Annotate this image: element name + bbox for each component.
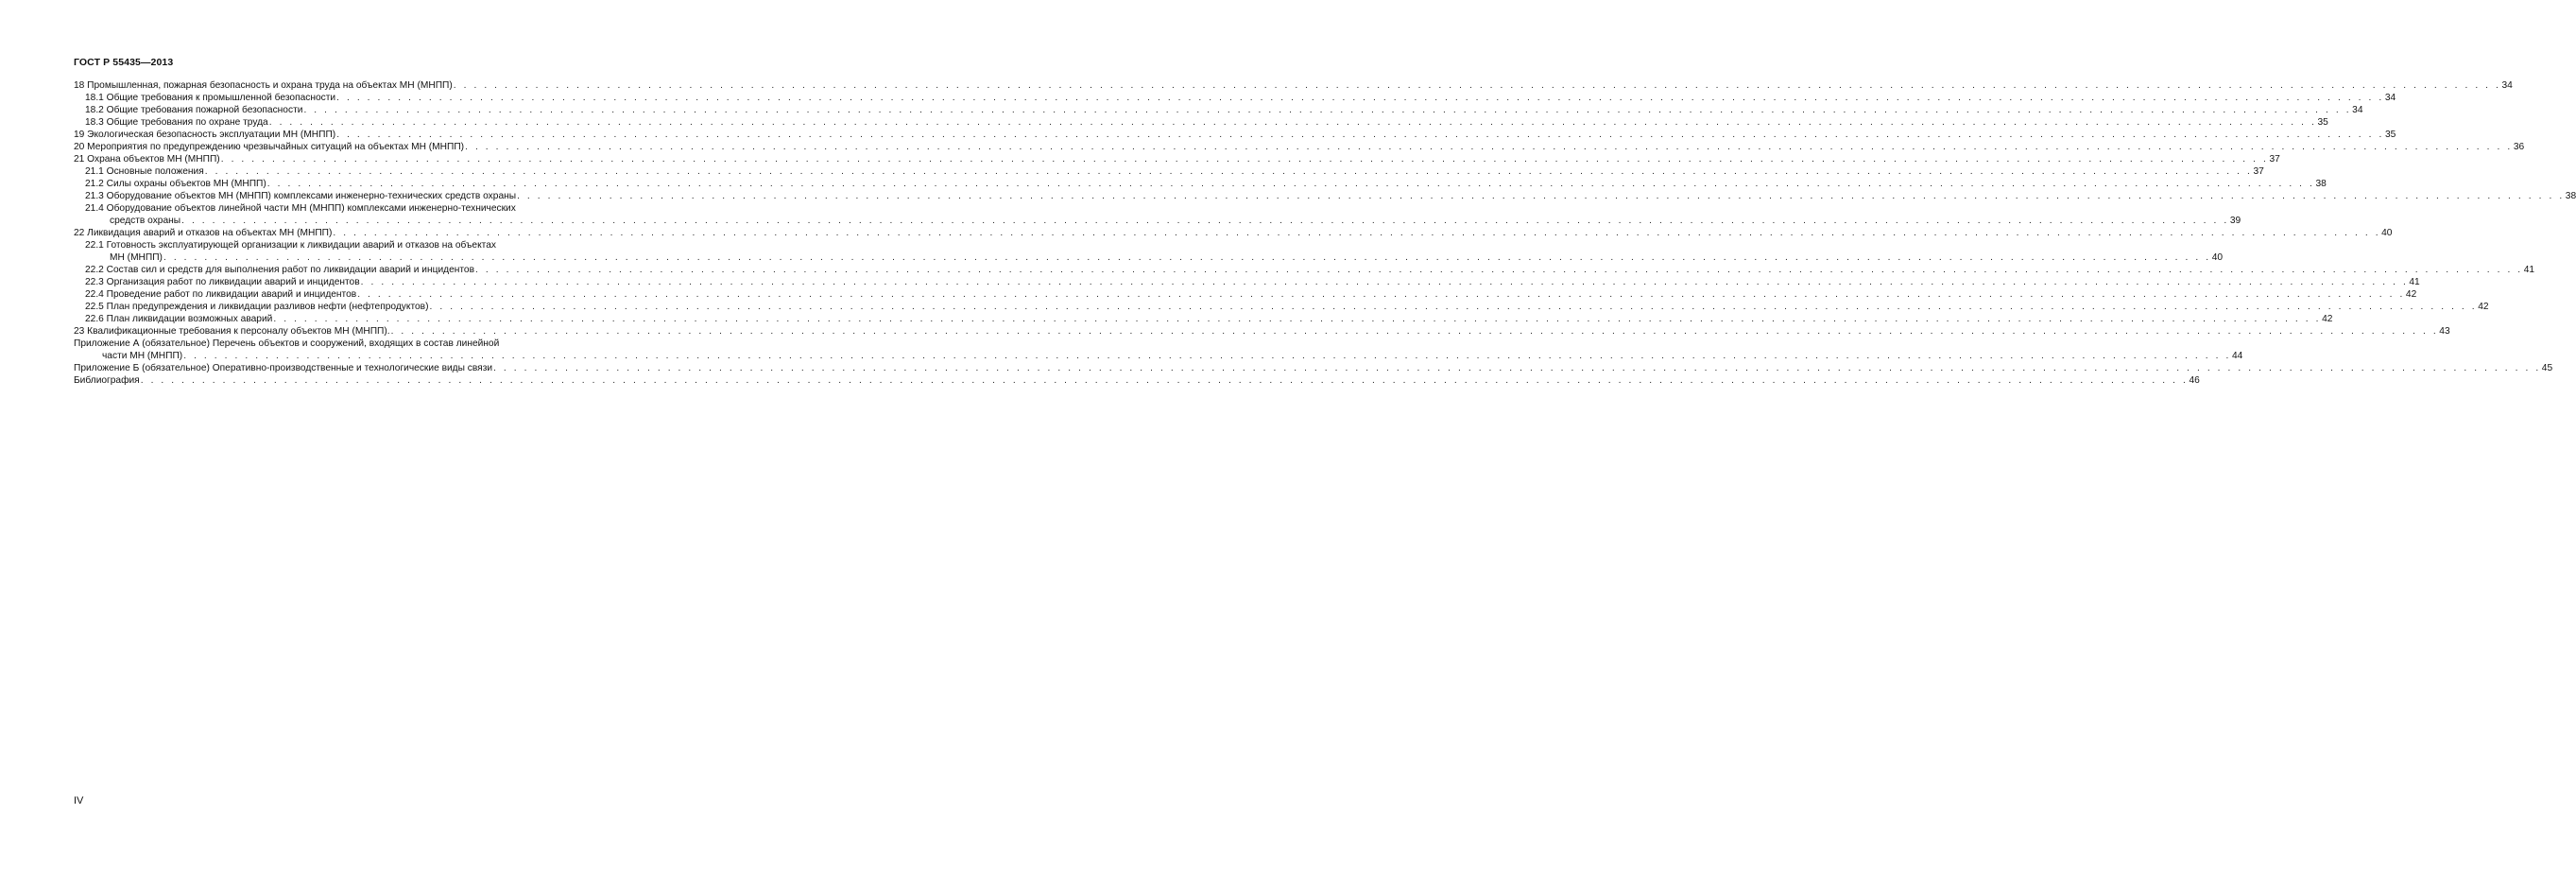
dot-leader: . . . . . . . . . . . . . . . . . . . . . . . . . . . . . . . . . . . . . . . . . . . . . . . . . . . . . . . . . . . . . . . . . . . . . . . . . . . . . . . . . . . . . . . . . . . . . . . . . . . . . . . . . . . . . . . . . . . . . . . . . . . . . . . . . . . . . . . . . . . . . . . . . . . . . . . . . . . . . . . . . . . . . . . . . . . . . . . . . . . . . . . . . . . . . . . . . . . . . . . . [390, 326, 2439, 337]
toc-entry[interactable] [74, 202, 2241, 227]
toc-entry[interactable] [74, 374, 2200, 387]
toc-entry[interactable] [74, 190, 2576, 202]
toc-page-number: 43 [2439, 326, 2450, 337]
toc-page-number: 34 [2352, 105, 2363, 115]
toc-entry[interactable] [74, 288, 2417, 301]
toc-entry-title: 19 Экологическая безопасность эксплуатации МН (МНПП) [74, 130, 336, 140]
dot-leader: . . . . . . . . . . . . . . . . . . . . . . . . . . . . . . . . . . . . . . . . . . . . . . . . . . . . . . . . . . . . . . . . . . . . . . . . . . . . . . . . . . . . . . . . . . . . . . . . . . . . . . . . . . . . . . . . . . . . . . . . . . . . . . . . . . . . . . . . . . . . . . . . . . . . . . . . . . . . . . . . . . . . . . . . . . . . . . . . . . . . . . . . . . . . . . . . . . . . . . . . [465, 142, 2513, 152]
dot-leader: . . . . . . . . . . . . . . . . . . . . . . . . . . . . . . . . . . . . . . . . . . . . . . . . . . . . . . . . . . . . . . . . . . . . . . . . . . . . . . . . . . . . . . . . . . . . . . . . . . . . . . . . . . . . . . . . . . . . . . . . . . . . . . . . . . . . . . . . . . . . . . . . . . . . . . . . . . . . . . . . . . . . . . . . . . . . . . . . . . . . . . . . . . . . . . . . . . . . . . . . [453, 80, 2501, 91]
toc-entry-title: 18 Промышленная, пожарная безопасность и охрана труда на объектах МН (МНПП) [74, 80, 453, 91]
toc-page-number: 35 [2384, 130, 2396, 140]
toc-page-number: 37 [2253, 166, 2264, 177]
toc-entry-title: 21.2 Силы охраны объектов МН (МНПП) [85, 179, 266, 189]
document-header: ГОСТ Р 55435—2013 [74, 57, 174, 68]
page-number: IV [74, 795, 84, 806]
toc-entry-title: 21.4 Оборудование объектов линейной части МН (МНПП) комплексами инженерно-технических [85, 203, 516, 214]
toc-page-number: 38 [2565, 191, 2576, 201]
toc-page-number: 46 [2189, 375, 2200, 386]
dot-leader: . . . . . . . . . . . . . . . . . . . . . . . . . . . . . . . . . . . . . . . . . . . . . . . . . . . . . . . . . . . . . . . . . . . . . . . . . . . . . . . . . . . . . . . . . . . . . . . . . . . . . . . . . . . . . . . . . . . . . . . . . . . . . . . . . . . . . . . . . . . . . . . . . . . . . . . . . . . . . . . . . . . . . . . . . . . . . . . . . . . . . . . . . . . . . . . . . . . . . . . . [333, 228, 2381, 238]
toc-entry[interactable] [74, 153, 2280, 165]
dot-leader: . . . . . . . . . . . . . . . . . . . . . . . . . . . . . . . . . . . . . . . . . . . . . . . . . . . . . . . . . . . . . . . . . . . . . . . . . . . . . . . . . . . . . . . . . . . . . . . . . . . . . . . . . . . . . . . . . . . . . . . . . . . . . . . . . . . . . . . . . . . . . . . . . . . . . . . . . . . . . . . . . . . . . . . . . . . . . . . . . . . . . . . . . . . . . . . . . . . . . . . . [220, 154, 2269, 165]
dot-leader: . . . . . . . . . . . . . . . . . . . . . . . . . . . . . . . . . . . . . . . . . . . . . . . . . . . . . . . . . . . . . . . . . . . . . . . . . . . . . . . . . . . . . . . . . . . . . . . . . . . . . . . . . . . . . . . . . . . . . . . . . . . . . . . . . . . . . . . . . . . . . . . . . . . . . . . . . . . . . . . . . . . . . . . . . . . . . . . . . . . . . . . . . . . . . . . . . . . . . . . . [517, 191, 2565, 201]
toc-entry-title: 23 Квалификационные требования к персоналу объектов МН (МНПП). [74, 326, 390, 337]
toc-entry[interactable] [74, 338, 2243, 362]
toc-entry-title: 18.2 Общие требования пожарной безопасности [85, 105, 303, 115]
toc-entry[interactable] [74, 276, 2420, 288]
toc-entry-title: 22.1 Готовность эксплуатирующей организации к ликвидации аварий и отказов на объектах [85, 240, 496, 251]
toc-entry[interactable] [74, 313, 2333, 325]
toc-page-number: 40 [2211, 252, 2224, 263]
toc-entry-title: 18.3 Общие требования по охране труда [85, 117, 268, 128]
dot-leader: . . . . . . . . . . . . . . . . . . . . . . . . . . . . . . . . . . . . . . . . . . . . . . . . . . . . . . . . . . . . . . . . . . . . . . . . . . . . . . . . . . . . . . . . . . . . . . . . . . . . . . . . . . . . . . . . . . . . . . . . . . . . . . . . . . . . . . . . . . . . . . . . . . . . . . . . . . . . . . . . . . . . . . . . . . . . . . . . . . . . . . . . . . . . . . . . . . . . . . . . [266, 179, 2315, 189]
toc-entry[interactable] [74, 264, 2535, 276]
toc-page-number: 38 [2315, 179, 2327, 189]
dot-leader: . . . . . . . . . . . . . . . . . . . . . . . . . . . . . . . . . . . . . . . . . . . . . . . . . . . . . . . . . . . . . . . . . . . . . . . . . . . . . . . . . . . . . . . . . . . . . . . . . . . . . . . . . . . . . . . . . . . . . . . . . . . . . . . . . . . . . . . . . . . . . . . . . . . . . . . . . . . . . . . . . . . . . . . . . . . . . . . . . . . . . . . . . . . . . . . . . . . . . . . . [163, 252, 2211, 263]
toc-page-number: 39 [2229, 216, 2241, 226]
dot-leader: . . . . . . . . . . . . . . . . . . . . . . . . . . . . . . . . . . . . . . . . . . . . . . . . . . . . . . . . . . . . . . . . . . . . . . . . . . . . . . . . . . . . . . . . . . . . . . . . . . . . . . . . . . . . . . . . . . . . . . . . . . . . . . . . . . . . . . . . . . . . . . . . . . . . . . . . . . . . . . . . . . . . . . . . . . . . . . . . . . . . . . . . . . . . . . . . . . . . . . . . [140, 375, 2189, 386]
dot-leader: . . . . . . . . . . . . . . . . . . . . . . . . . . . . . . . . . . . . . . . . . . . . . . . . . . . . . . . . . . . . . . . . . . . . . . . . . . . . . . . . . . . . . . . . . . . . . . . . . . . . . . . . . . . . . . . . . . . . . . . . . . . . . . . . . . . . . . . . . . . . . . . . . . . . . . . . . . . . . . . . . . . . . . . . . . . . . . . . . . . . . . . . . . . . . . . . . . . . . . . . [273, 314, 2322, 324]
toc-page-number: 41 [2523, 265, 2535, 275]
toc-page-number: 41 [2409, 277, 2420, 287]
toc-entry-title: 22 Ликвидация аварий и отказов на объектах МН (МНПП) [74, 228, 333, 238]
table-of-contents [74, 79, 2576, 387]
toc-page-number: 34 [2501, 80, 2513, 91]
toc-entry-title: 22.2 Состав сил и средств для выполнения работ по ликвидации аварий и инцидентов [85, 265, 474, 275]
toc-entry-title: 21.1 Основные положения [85, 166, 204, 177]
toc-page-number: 42 [2478, 302, 2489, 312]
dot-leader: . . . . . . . . . . . . . . . . . . . . . . . . . . . . . . . . . . . . . . . . . . . . . . . . . . . . . . . . . . . . . . . . . . . . . . . . . . . . . . . . . . . . . . . . . . . . . . . . . . . . . . . . . . . . . . . . . . . . . . . . . . . . . . . . . . . . . . . . . . . . . . . . . . . . . . . . . . . . . . . . . . . . . . . . . . . . . . . . . . . . . . . . . . . . . . . . . . . . . . . . [181, 216, 2229, 226]
toc-entry[interactable] [74, 129, 2396, 141]
toc-entry[interactable] [74, 239, 2224, 264]
toc-entry-title: Библиография [74, 375, 140, 386]
toc-entry-title-continued: средств охраны [110, 216, 181, 226]
toc-entry[interactable] [74, 79, 2513, 92]
toc-page-number: 45 [2541, 363, 2553, 373]
toc-entry[interactable] [74, 301, 2489, 313]
toc-entry-title: 21 Охрана объектов МН (МНПП) [74, 154, 220, 165]
toc-entry-title: 18.1 Общие требования к промышленной безопасности [85, 93, 336, 103]
toc-entry-title: 20 Мероприятия по предупреждению чрезвычайных ситуаций на объектах МН (МНПП) [74, 142, 465, 152]
toc-entry[interactable] [74, 227, 2393, 239]
toc-page-number: 40 [2381, 228, 2393, 238]
toc-entry[interactable] [74, 165, 2264, 178]
toc-entry[interactable] [74, 362, 2553, 374]
toc-entry-title: 21.3 Оборудование объектов МН (МНПП) комплексами инженерно-технических средств охраны [85, 191, 517, 201]
dot-leader: . . . . . . . . . . . . . . . . . . . . . . . . . . . . . . . . . . . . . . . . . . . . . . . . . . . . . . . . . . . . . . . . . . . . . . . . . . . . . . . . . . . . . . . . . . . . . . . . . . . . . . . . . . . . . . . . . . . . . . . . . . . . . . . . . . . . . . . . . . . . . . . . . . . . . . . . . . . . . . . . . . . . . . . . . . . . . . . . . . . . . . . . . . . . . . . . . . . . . . . . [493, 363, 2541, 373]
toc-page-number: 36 [2513, 142, 2525, 152]
toc-entry[interactable] [74, 141, 2525, 153]
dot-leader: . . . . . . . . . . . . . . . . . . . . . . . . . . . . . . . . . . . . . . . . . . . . . . . . . . . . . . . . . . . . . . . . . . . . . . . . . . . . . . . . . . . . . . . . . . . . . . . . . . . . . . . . . . . . . . . . . . . . . . . . . . . . . . . . . . . . . . . . . . . . . . . . . . . . . . . . . . . . . . . . . . . . . . . . . . . . . . . . . . . . . . . . . . . . . . . . . . . . . . . . [360, 277, 2409, 287]
dot-leader: . . . . . . . . . . . . . . . . . . . . . . . . . . . . . . . . . . . . . . . . . . . . . . . . . . . . . . . . . . . . . . . . . . . . . . . . . . . . . . . . . . . . . . . . . . . . . . . . . . . . . . . . . . . . . . . . . . . . . . . . . . . . . . . . . . . . . . . . . . . . . . . . . . . . . . . . . . . . . . . . . . . . . . . . . . . . . . . . . . . . . . . . . . . . . . . . . . . . . . . . [268, 117, 2317, 128]
dot-leader: . . . . . . . . . . . . . . . . . . . . . . . . . . . . . . . . . . . . . . . . . . . . . . . . . . . . . . . . . . . . . . . . . . . . . . . . . . . . . . . . . . . . . . . . . . . . . . . . . . . . . . . . . . . . . . . . . . . . . . . . . . . . . . . . . . . . . . . . . . . . . . . . . . . . . . . . . . . . . . . . . . . . . . . . . . . . . . . . . . . . . . . . . . . . . . . . . . . . . . . . [336, 93, 2384, 103]
toc-entry-title: 22.5 План предупреждения и ликвидации разливов нефти (нефтепродуктов) [85, 302, 429, 312]
toc-entry[interactable] [74, 325, 2450, 338]
toc-page-number: 34 [2384, 93, 2396, 103]
dot-leader: . . . . . . . . . . . . . . . . . . . . . . . . . . . . . . . . . . . . . . . . . . . . . . . . . . . . . . . . . . . . . . . . . . . . . . . . . . . . . . . . . . . . . . . . . . . . . . . . . . . . . . . . . . . . . . . . . . . . . . . . . . . . . . . . . . . . . . . . . . . . . . . . . . . . . . . . . . . . . . . . . . . . . . . . . . . . . . . . . . . . . . . . . . . . . . . . . . . . . . . . [204, 166, 2253, 177]
toc-entry-title: 22.6 План ликвидации возможных аварий [85, 314, 273, 324]
dot-leader: . . . . . . . . . . . . . . . . . . . . . . . . . . . . . . . . . . . . . . . . . . . . . . . . . . . . . . . . . . . . . . . . . . . . . . . . . . . . . . . . . . . . . . . . . . . . . . . . . . . . . . . . . . . . . . . . . . . . . . . . . . . . . . . . . . . . . . . . . . . . . . . . . . . . . . . . . . . . . . . . . . . . . . . . . . . . . . . . . . . . . . . . . . . . . . . . . . . . . . . . [303, 105, 2352, 115]
dot-leader: . . . . . . . . . . . . . . . . . . . . . . . . . . . . . . . . . . . . . . . . . . . . . . . . . . . . . . . . . . . . . . . . . . . . . . . . . . . . . . . . . . . . . . . . . . . . . . . . . . . . . . . . . . . . . . . . . . . . . . . . . . . . . . . . . . . . . . . . . . . . . . . . . . . . . . . . . . . . . . . . . . . . . . . . . . . . . . . . . . . . . . . . . . . . . . . . . . . . . . . . [475, 265, 2523, 275]
toc-page-number: 37 [2269, 154, 2280, 165]
toc-entry-title: 22.3 Организация работ по ликвидации аварий и инцидентов [85, 277, 360, 287]
toc-entry-title-continued: МН (МНПП) [110, 252, 163, 263]
dot-leader: . . . . . . . . . . . . . . . . . . . . . . . . . . . . . . . . . . . . . . . . . . . . . . . . . . . . . . . . . . . . . . . . . . . . . . . . . . . . . . . . . . . . . . . . . . . . . . . . . . . . . . . . . . . . . . . . . . . . . . . . . . . . . . . . . . . . . . . . . . . . . . . . . . . . . . . . . . . . . . . . . . . . . . . . . . . . . . . . . . . . . . . . . . . . . . . . . . . . . . . . [357, 289, 2405, 300]
toc-entry[interactable] [74, 92, 2396, 104]
toc-entry-title: Приложение Б (обязательное) Оперативно-производственные и технологические виды связи [74, 363, 493, 373]
toc-entry[interactable] [74, 178, 2327, 190]
toc-page-number: 35 [2317, 117, 2328, 128]
toc-entry[interactable] [74, 116, 2328, 129]
dot-leader: . . . . . . . . . . . . . . . . . . . . . . . . . . . . . . . . . . . . . . . . . . . . . . . . . . . . . . . . . . . . . . . . . . . . . . . . . . . . . . . . . . . . . . . . . . . . . . . . . . . . . . . . . . . . . . . . . . . . . . . . . . . . . . . . . . . . . . . . . . . . . . . . . . . . . . . . . . . . . . . . . . . . . . . . . . . . . . . . . . . . . . . . . . . . . . . . . . . . . . . . [183, 351, 2231, 361]
toc-page-number: 44 [2231, 351, 2243, 361]
toc-entry-title: Приложение А (обязательное) Перечень объектов и сооружений, входящих в состав линейной [74, 338, 500, 349]
toc-entry-title: 22.4 Проведение работ по ликвидации аварий и инцидентов [85, 289, 357, 300]
toc-entry[interactable] [74, 104, 2363, 116]
dot-leader: . . . . . . . . . . . . . . . . . . . . . . . . . . . . . . . . . . . . . . . . . . . . . . . . . . . . . . . . . . . . . . . . . . . . . . . . . . . . . . . . . . . . . . . . . . . . . . . . . . . . . . . . . . . . . . . . . . . . . . . . . . . . . . . . . . . . . . . . . . . . . . . . . . . . . . . . . . . . . . . . . . . . . . . . . . . . . . . . . . . . . . . . . . . . . . . . . . . . . . . . [429, 302, 2478, 312]
toc-entry-title-continued: части МН (МНПП) [102, 351, 183, 361]
toc-page-number: 42 [2405, 289, 2417, 300]
dot-leader: . . . . . . . . . . . . . . . . . . . . . . . . . . . . . . . . . . . . . . . . . . . . . . . . . . . . . . . . . . . . . . . . . . . . . . . . . . . . . . . . . . . . . . . . . . . . . . . . . . . . . . . . . . . . . . . . . . . . . . . . . . . . . . . . . . . . . . . . . . . . . . . . . . . . . . . . . . . . . . . . . . . . . . . . . . . . . . . . . . . . . . . . . . . . . . . . . . . . . . . . [336, 130, 2384, 140]
toc-page-number: 42 [2322, 314, 2333, 324]
